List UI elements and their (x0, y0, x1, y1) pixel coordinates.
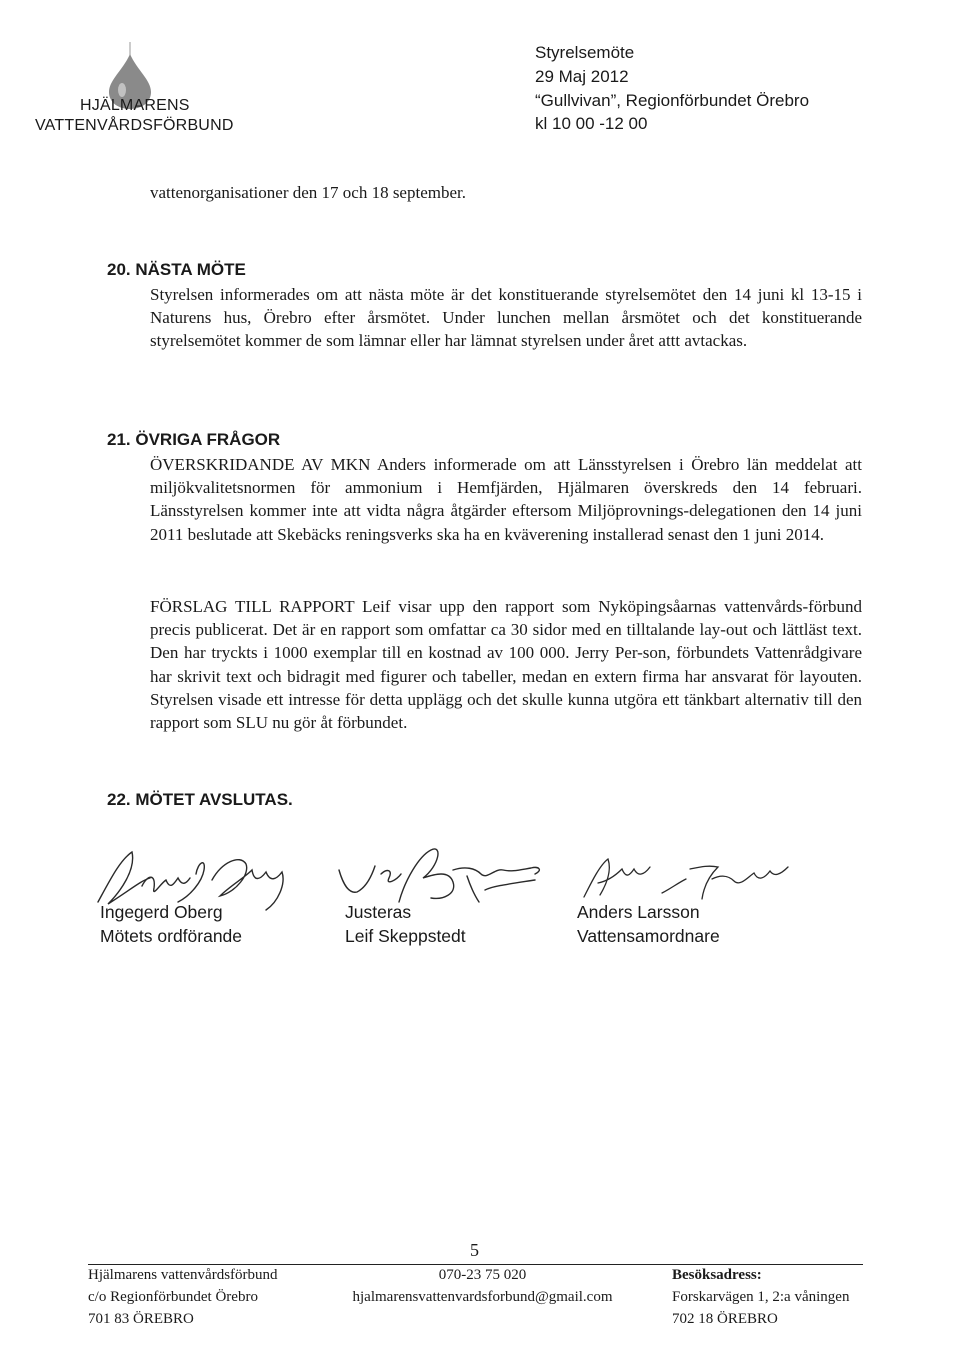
signature-block-3 (577, 900, 720, 948)
signature-block-2 (345, 900, 466, 948)
footer-line: 701 83 ÖREBRO (88, 1311, 194, 1327)
page-number: 5 (470, 1240, 479, 1260)
footer-phone: 070-23 75 020 (438, 1267, 527, 1283)
signature-role: Mötets ordförande (100, 926, 243, 946)
footer-line: 702 18 ÖREBRO (672, 1311, 778, 1327)
org-name-line2: VATTENVÅRDSFÖRBUND (35, 117, 234, 134)
org-name-line1: HJÄLMARENS (80, 97, 190, 114)
footer-address-column (88, 1264, 278, 1330)
footer-contact-column (340, 1264, 625, 1308)
footer-line: c/o Regionförbundet Örebro (88, 1289, 258, 1305)
footer-email: hjalmarensvattenvardsforbund@gmail.com (352, 1289, 613, 1305)
signature-block-1 (100, 900, 242, 948)
section-heading-22: 22. MÖTET AVSLUTAS. (107, 790, 293, 809)
carry-over-text: vattenorganisationer den 17 och 18 september. (150, 183, 466, 202)
meeting-date: 29 Maj 2012 (535, 67, 629, 86)
footer-line: Hjälmarens vattenvårdsförbund (88, 1267, 278, 1283)
signature-role: Leif Skeppstedt (345, 926, 466, 946)
footer-line: Forskarvägen 1, 2:a våningen (672, 1289, 850, 1305)
section-paragraph-21a: ÖVERSKRIDANDE AV MKN Anders informerade om att Länsstyrelsen i Örebro län meddelat att miljökvalitetsnormen för ammonium i Hemfjärden, Hjälmaren överskreds den 14 februari. Länsstyrelsen kommer inte att vidta några åtgärder eftersom Miljöprovnings-delegationen den 14 juni 2011 beslutade att Skebäcks reningsverks ska ha en kväverening installerad senast den 1 juni 2014. (150, 455, 862, 544)
section-paragraph-20: Styrelsen informerades om att nästa möte är det konstituerande styrelsemötet den 14 juni kl 13-15 i Naturens hus, Örebro efter årsmötet. Under lunchen mellan årsmötet och det konstituerande styrelsemötet kommer de som lämnar eller har lämnat styrelsen under året attt avtackas. (150, 285, 862, 351)
section-paragraph-21b: FÖRSLAG TILL RAPPORT Leif visar upp den rapport som Nyköpingsåarnas vattenvårds-förbund precis publicerat. Det är en rapport som omfattar ca 30 sidor med en tilltalande lay-out och lättläst text. Den har tryckts i 1000 exemplar till en kostnad av 100 000. Jerry Per-son, förbundets Vattenrådgivare har skrivit text och bidragit med figurer och tabeller, medan en extern firma har ansvarat för layouten. Styrelsen visade ett intresse för detta upplägg och det skulle kunna utgöra ett tänkbart alternativ till den rapport som SLU nu gör åt förbundet. (150, 597, 862, 733)
meeting-title: Styrelsemöte (535, 43, 635, 62)
signature-name: Anders Larsson (577, 902, 700, 922)
footer-visit-column (672, 1264, 849, 1330)
signature-name: Justeras (345, 902, 412, 922)
meeting-venue: “Gullvivan”, Regionförbundet Örebro (535, 91, 810, 110)
signature-name: Ingegerd Oberg (100, 902, 223, 922)
section-heading-20: 20. NÄSTA MÖTE (107, 260, 246, 279)
meeting-time: kl 10 00 -12 00 (535, 114, 648, 133)
signature-role: Vattensamordnare (577, 926, 720, 946)
footer-visit-heading: Besöksadress: (672, 1267, 762, 1283)
section-heading-21: 21. ÖVRIGA FRÅGOR (107, 430, 281, 449)
